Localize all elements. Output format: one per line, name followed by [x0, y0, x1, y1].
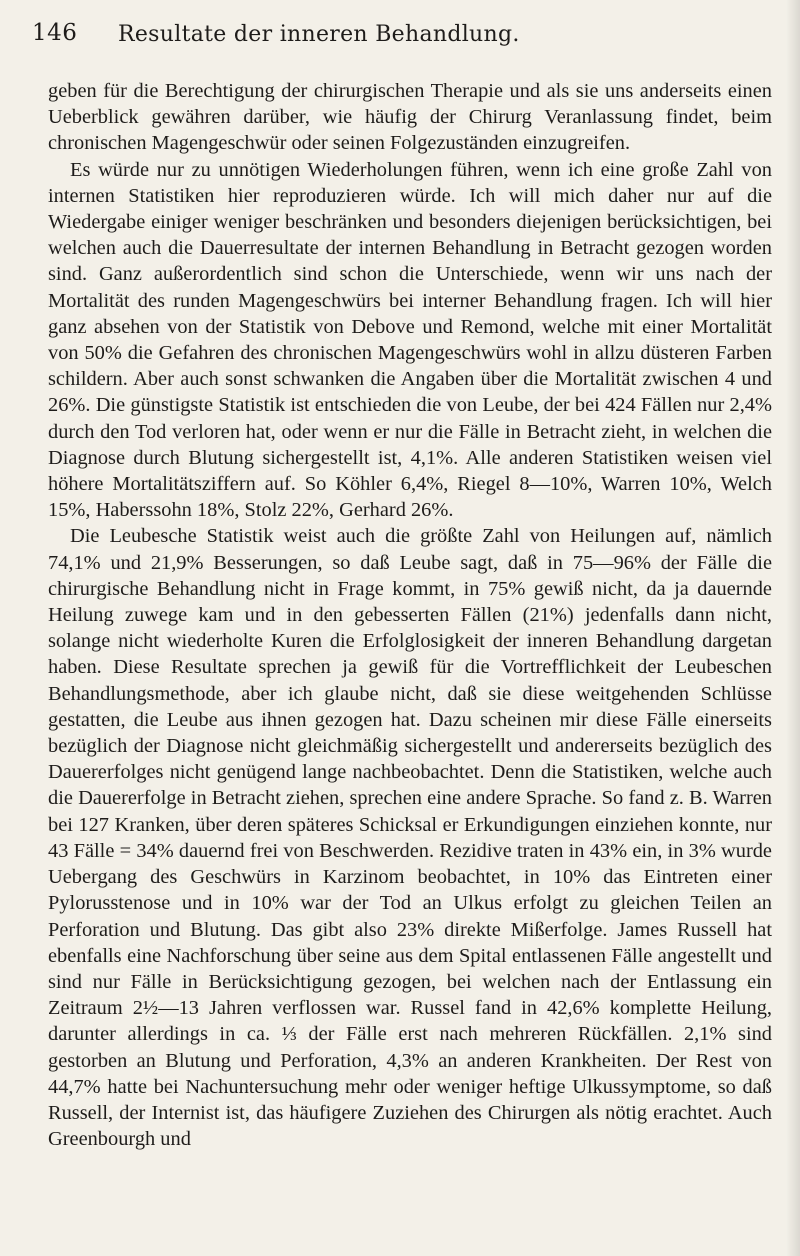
- paragraph-continuation: geben für die Berechtigung der chirurgischen Therapie und als sie uns anderseits einen Ueberblick gewähren darüber, wie häufig der Chirurg Veranlassung findet, beim chronischen Magengeschwür oder seinen Folgezuständen einzugreifen.: [48, 80, 772, 155]
- running-head: Resultate der inneren Behandlung.: [118, 22, 520, 47]
- page-number: 146: [32, 20, 78, 46]
- page-edge-shadow: [786, 0, 800, 1256]
- paragraph-mortality-statistics: Es würde nur zu unnötigen Wiederholungen führen, wenn ich eine große Zahl von internen Statistiken hier reproduzieren würde. Ich will mich daher nur auf die Wiedergabe einiger weniger beschränken und besonders diejenigen berücksichtigen, bei welchen auch die Dauerresultate der internen Behandlung in Betracht gezogen worden sind. Ganz außerordentlich sind schon die Unterschiede, wenn wir uns nach der Mortalität des runden Magengeschwürs bei interner Behandlung fragen. Ich will hier ganz absehen von der Statistik von Debove und Remond, welche mit einer Mortalität von 50% die Gefahren des chronischen Magengeschwürs wohl in allzu düsteren Farben schildern. Aber auch sonst schwanken die Angaben über die Mortalität zwischen 4 und 26%. Die günstigste Statistik ist entschieden die von Leube, der bei 424 Fällen nur 2,4% durch den Tod verloren hat, oder wenn er nur die Fälle in Betracht zieht, in welchen die Diagnose durch Blutung sichergestellt ist, 4,1%. Alle anderen Statistiken weisen viel höhere Mortalitätsziffern auf. So Köhler 6,4%, Riegel 8—10%, Warren 10%, Welch 15%, Haberssohn 18%, Stolz 22%, Gerhard 26%.: [48, 158, 772, 522]
- paragraph-leube-statistics: Die Leubesche Statistik weist auch die größte Zahl von Heilungen auf, nämlich 74,1% und 21,9% Besserungen, so daß Leube sagt, daß in 75—96% der Fälle die chirurgische Behandlung nicht in Frage kommt, in 75% gewiß nicht, da ja dauernde Heilung zuwege kam und in den gebesserten Fällen (21%) jedenfalls dann nicht, solange nicht wiederholte Kuren die Erfolglosigkeit der inneren Behandlung dargetan haben. Diese Resultate sprechen ja gewiß für die Vortrefflichkeit der Leubeschen Behandlungsmethode, aber ich glaube nicht, daß sie diese weitgehenden Schlüsse gestatten, die Leube aus ihnen gezogen hat. Dazu scheinen mir diese Fälle einerseits bezüglich der Diagnose nicht gleichmäßig sichergestellt und andererseits bezüglich des Dauererfolges nicht genügend lange nachbeobachtet. Denn die Statistiken, welche auch die Dauererfolge in Betracht ziehen, sprechen eine andere Sprache. So fand z. B. Warren bei 127 Kranken, über deren späteres Schicksal er Erkundigungen einziehen konnte, nur 43 Fälle = 34% dauernd frei von Beschwerden. Rezidive traten in 43% ein, in 3% wurde Uebergang des Geschwürs in Karzinom beobachtet, in 10% das Eintreten einer Pylorusstenose und in 10% war der Tod an Ulkus erfolgt zu gleichen Teilen an Perforation und Blutung. Das gibt also 23% direkte Mißerfolge. James Russell hat ebenfalls eine Nachforschung über seine aus dem Spital entlassenen Fälle angestellt und sind nur Fälle in Berücksichtigung gezogen, bei welchen nach der Entlassung ein Zeitraum 2½—13 Jahren verflossen war. Russel fand in 42,6% komplette Heilung, darunter allerdings in ca. ⅓ der Fälle erst nach mehreren Rückfällen. 2,1% sind gestorben an Blutung und Perforation, 4,3% an anderen Krankheiten. Der Rest von 44,7% hatte bei Nachuntersuchung mehr oder weniger heftige Ulkussymptome, so daß Russell, der Internist ist, das häufigere Zuziehen des Chirurgen als nötig erachtet. Auch Greenbourgh und: [48, 525, 772, 1151]
- page-header: [32, 12, 772, 52]
- body-text: [48, 78, 772, 1152]
